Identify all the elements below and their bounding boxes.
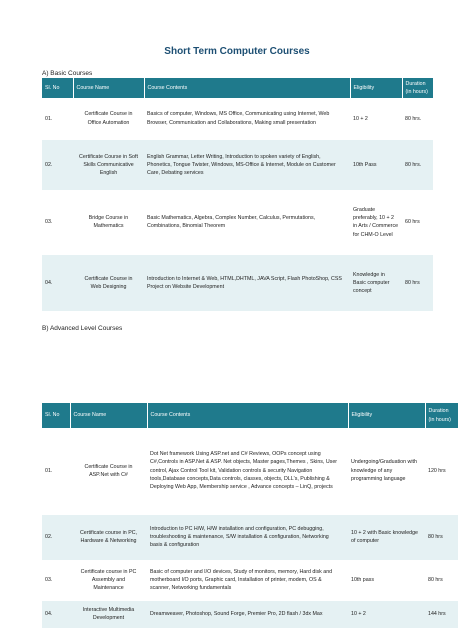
- table-row: [42, 600, 458, 628]
- duration: 80 hrs: [402, 254, 433, 311]
- course-contents: Introduction to Internet & Web, HTML,DHTML, JAVA Script, Flash PhotoShop, CSS Project on Website Development: [144, 254, 350, 311]
- course-contents: Dreamweaver, Photoshop, Sound Forge, Premier Pro, 2D flash / 3dx Max: [147, 600, 348, 628]
- serial-number: 02.: [42, 139, 73, 190]
- advanced-courses-heading: B) Advanced Level Courses: [42, 325, 123, 332]
- serial-number: 04.: [42, 600, 70, 628]
- course-contents: Basic of computer and I/O devices, Study of monitors, memory, Hard disk and motherboard I/O ports, Graphic card, Installation of printer, modem, OS & scanner, Networking fundamentals: [147, 560, 348, 600]
- table-row: [42, 190, 433, 254]
- serial-number: 03.: [42, 190, 73, 254]
- serial-number: 04.: [42, 254, 73, 311]
- eligibility: 10 + 2: [348, 600, 425, 628]
- course-name: Certificate course in PC, Hardware & Networking: [70, 514, 147, 560]
- table-header-row: [42, 403, 458, 428]
- eligibility: 10 + 2: [350, 98, 402, 139]
- column-header: Course Name: [73, 78, 144, 98]
- serial-number: 03.: [42, 560, 70, 600]
- basic-courses-table: [42, 78, 433, 312]
- duration: 80 hrs.: [402, 139, 433, 190]
- eligibility: Graduate preferably, 10 + 2 in Arts / Commerce for CHM-O Level: [350, 190, 402, 254]
- table-row: [42, 139, 433, 190]
- serial-number: 02.: [42, 514, 70, 560]
- column-header: Sl. No: [42, 78, 73, 98]
- table-row: [42, 254, 433, 311]
- serial-number: 01.: [42, 98, 73, 139]
- duration: 80 hrs: [425, 514, 458, 560]
- column-header: Eligibility: [350, 78, 402, 98]
- duration: 80 hrs.: [402, 98, 433, 139]
- table-row: [42, 98, 433, 139]
- column-header: Eligibility: [348, 403, 425, 428]
- column-header: Duration (in hours): [425, 403, 458, 428]
- course-contents: Basic Mathematics, Algebra, Complex Number, Calculus, Permutations, Combinations, Binomial Theorem: [144, 190, 350, 254]
- column-header: Course Contents: [147, 403, 348, 428]
- course-name: Certificate Course in Soft Skills Communicative English: [73, 139, 144, 190]
- duration: 144 hrs: [425, 600, 458, 628]
- course-name: Interactive Multimedia Development: [70, 600, 147, 628]
- table-row: [42, 514, 458, 560]
- course-name: Certificate course in PC Assembly and Maintenance: [70, 560, 147, 600]
- table-row: [42, 560, 458, 600]
- column-header: Course Name: [70, 403, 147, 428]
- eligibility: Undergoing/Graduation with knowledge of any programming language: [348, 428, 425, 514]
- course-name: Certificate Course in Web Designing: [73, 254, 144, 311]
- course-name: Certificate Course in Office Automation: [73, 98, 144, 139]
- column-header: Sl. No: [42, 403, 70, 428]
- course-contents: Introduction to PC H/W, H/W installation and configuration, PC debugging, troubleshooting & maintenance, S/W installation & configuration, Networking basis & configuration: [147, 514, 348, 560]
- eligibility: 10 + 2 with Basic knowledge of computer: [348, 514, 425, 560]
- duration: 60 hrs: [402, 190, 433, 254]
- course-contents: English Grammar, Letter Writing, Introduction to spoken variety of English, Phonetics, Tongue Twister, Windows, MS-Office & Internet, Module on Customer Care, Debating services: [144, 139, 350, 190]
- course-name: Bridge Course in Mathematics: [73, 190, 144, 254]
- table-header-row: [42, 78, 433, 98]
- course-contents: Basics of computer, Windows, MS Office, Communicating using Internet, Web Browser, Communication and Collaborations, Making small presentation: [144, 98, 350, 139]
- column-header: Duration (in hours): [402, 78, 433, 98]
- eligibility: 10th pass: [348, 560, 425, 600]
- duration: 80 hrs: [425, 560, 458, 600]
- eligibility: Knowledge in Basic computer concept: [350, 254, 402, 311]
- advanced-courses-table: [42, 403, 458, 629]
- table-row: [42, 428, 458, 514]
- page-title: Short Term Computer Courses: [164, 46, 310, 57]
- column-header: Course Contents: [144, 78, 350, 98]
- course-contents: Dot Net framework Using ASP.net and C# Reviews, OOPs concept using C#,Controls in ASP.Net & ASP. Net objects, Master pages,Themes , Skins, User control, Ajax Control Tool kit, Validation controls & security Navigation tools,Database concepts,Data controls, classes, objects, DLL's, Publishing & Deploying Web App, Membership service , Advance concepts – LinQ, projects: [147, 428, 348, 514]
- eligibility: 10th Pass: [350, 139, 402, 190]
- duration: 120 hrs: [425, 428, 458, 514]
- basic-courses-heading: A) Basic Courses: [42, 70, 93, 77]
- course-name: Certificate Course in ASP.Net with C#: [70, 428, 147, 514]
- serial-number: 01.: [42, 428, 70, 514]
